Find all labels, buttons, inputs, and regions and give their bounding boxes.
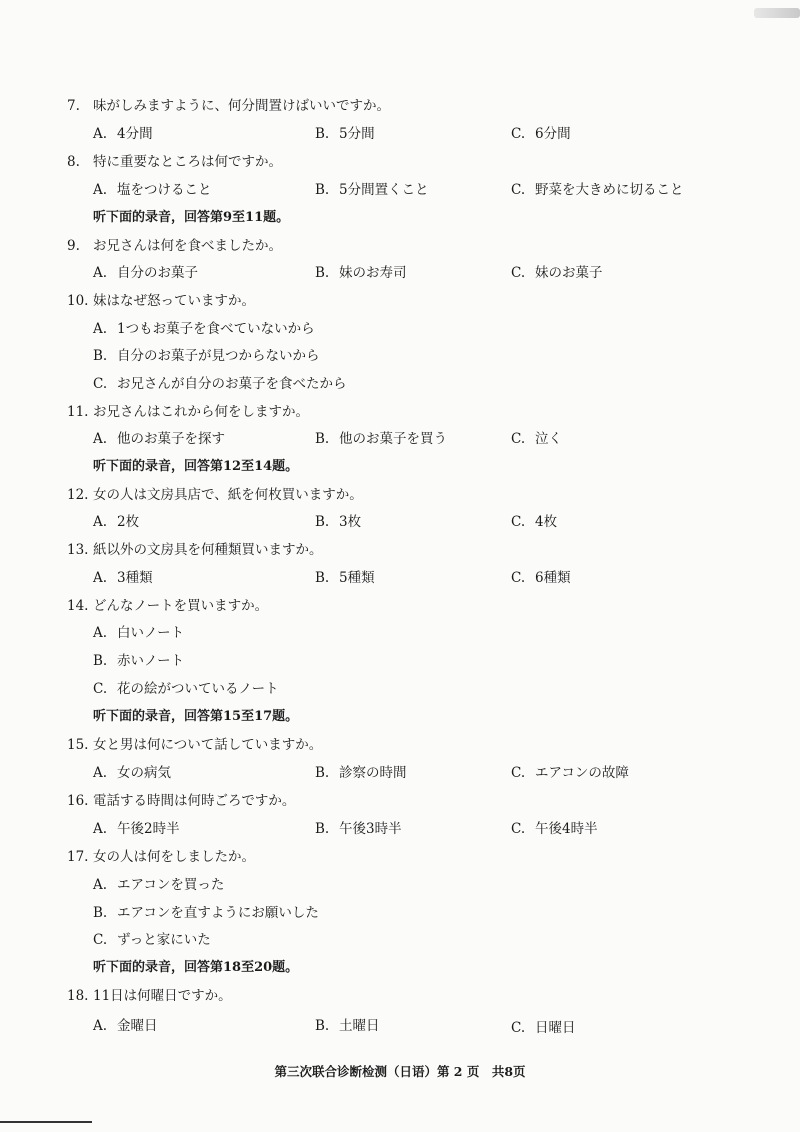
q11-option-c [511,430,562,448]
q16-option-a [93,820,180,838]
option-label: B. [315,514,330,530]
question-number: 18. [67,988,89,1004]
text: お兄さんは何を食べましたか。 [93,238,282,254]
scan-smudge [754,8,800,18]
option-label: A. [93,126,108,142]
q12-option-b [315,513,361,531]
text: 4枚 [535,514,558,530]
question-number: 13. [67,542,89,558]
q10-option-b [93,347,320,365]
question-number: 11. [67,404,89,420]
q11-option-b [315,430,447,448]
instruction-15-17: 听下面的录音，回答第15至17题。 [93,709,299,724]
option-label: A. [93,182,108,198]
q15-option-a [93,764,171,782]
q18-option-c [511,1019,576,1037]
text: ずっと家にいた [117,932,211,948]
text: 味がしみますように、何分間置けばいいですか。 [93,98,390,114]
q13-option-b [315,569,375,587]
option-label: C. [511,1020,526,1036]
q9-option-c [511,264,603,282]
q12-option-a [93,513,139,531]
q9-option-a [93,264,198,282]
q7-option-c [511,125,571,143]
option-label: C. [93,681,108,697]
question-11 [67,403,309,421]
q10-option-c [93,375,347,393]
q16-option-b [315,820,402,838]
q8-option-b [315,181,429,199]
option-label: C. [93,376,108,392]
question-15 [67,736,322,754]
q15-option-c [511,764,629,782]
question-number: 14. [67,598,89,614]
text: 4分間 [117,126,153,142]
text: 野菜を大きめに切ること [535,182,684,198]
text: 他のお菓子を買う [339,431,447,447]
text: 特に重要なところは何ですか。 [93,154,282,170]
text: 午後2時半 [117,821,180,837]
question-12 [67,486,363,504]
question-16 [67,792,295,810]
option-label: A. [93,570,108,586]
question-number: 12. [67,487,89,503]
text: 5種類 [339,570,375,586]
option-label: B. [93,905,108,921]
text: 午後3時半 [339,821,402,837]
text: 5分間置くこと [339,182,429,198]
q12-option-c [511,513,557,531]
q7-option-a [93,125,153,143]
text: 白いノート [117,625,185,641]
question-14 [67,597,268,615]
q8-option-a [93,181,212,199]
text: 3枚 [339,514,362,530]
question-number: 7. [67,98,80,114]
text: 他のお菓子を探す [117,431,225,447]
instruction-18-20: 听下面的录音，回答第18至20题。 [93,960,299,975]
question-number: 10. [67,293,89,309]
question-13 [67,541,323,559]
question-7 [67,97,390,115]
q7-option-b [315,125,375,143]
q18-option-a [93,1017,158,1035]
option-label: A. [93,821,108,837]
option-label: B. [315,821,330,837]
text: 女の人は何をしましたか。 [93,849,255,865]
text: 妹のお菓子 [535,265,603,281]
option-label: A. [93,321,108,337]
option-label: C. [511,821,526,837]
text: 診察の時間 [339,765,407,781]
page-footer: 第三次联合诊断检测（日语）第 2 页 共8页 [274,1064,526,1079]
option-label: B. [315,265,330,281]
text: 午後4時半 [535,821,598,837]
option-label: B. [315,182,330,198]
option-label: C. [511,514,526,530]
q9-option-b [315,264,407,282]
q17-option-b [93,904,319,922]
question-number: 15. [67,737,89,753]
text: 女と男は何について話していますか。 [93,737,323,753]
question-number: 16. [67,793,89,809]
q8-option-c [511,181,684,199]
text: 泣く [535,431,562,447]
edge-mark [0,1121,92,1123]
text: 女の病気 [117,765,171,781]
option-label: B. [315,126,330,142]
question-number: 8. [67,154,80,170]
q16-option-c [511,820,598,838]
option-label: C. [511,126,526,142]
option-label: C. [93,932,108,948]
q13-option-c [511,569,571,587]
option-label: B. [315,570,330,586]
text: 自分のお菓子 [117,265,198,281]
option-label: B. [93,348,108,364]
q14-option-c [93,680,279,698]
text: 1つもお菓子を食べていないから [117,321,315,337]
text: 日曜日 [535,1020,576,1036]
question-number: 17. [67,849,89,865]
text: 紙以外の文房具を何種類買いますか。 [93,542,323,558]
option-label: A. [93,1018,108,1034]
option-label: B. [315,431,330,447]
option-label: C. [511,265,526,281]
q17-option-c [93,931,211,949]
text: 6分間 [535,126,571,142]
option-label: C. [511,182,526,198]
text: 花の絵がついているノート [117,681,279,697]
question-8 [67,153,282,171]
text: 自分のお菓子が見つからないから [117,348,320,364]
option-label: A. [93,514,108,530]
text: エアコンの故障 [535,765,629,781]
text: 5分間 [339,126,375,142]
text: 電話する時間は何時ごろですか。 [93,793,296,809]
instruction-12-14: 听下面的录音，回答第12至14题。 [93,459,299,474]
option-label: A. [93,625,108,641]
question-17 [67,848,255,866]
option-label: B. [315,1018,330,1034]
text: 土曜日 [339,1018,380,1034]
q14-option-a [93,624,184,642]
q15-option-b [315,764,407,782]
q11-option-a [93,430,225,448]
q10-option-a [93,320,315,338]
question-number: 9. [67,238,80,254]
text: 2枚 [117,514,140,530]
instruction-9-11: 听下面的录音，回答第9至11题。 [93,210,290,225]
option-label: A. [93,265,108,281]
text: お兄さんはこれから何をしますか。 [93,404,309,420]
text: エアコンを直すようにお願いした [117,905,319,921]
text: 塩をつけること [117,182,212,198]
text: 金曜日 [117,1018,158,1034]
q18-option-b [315,1017,380,1035]
text: 女の人は文房具店で、紙を何枚買いますか。 [93,487,363,503]
option-label: C. [511,765,526,781]
option-label: B. [93,653,108,669]
option-label: A. [93,431,108,447]
text: お兄さんが自分のお菓子を食べたから [117,376,347,392]
option-label: A. [93,877,108,893]
option-label: A. [93,765,108,781]
text: 妹のお寿司 [339,265,407,281]
q14-option-b [93,652,184,670]
text: 妹はなぜ怒っていますか。 [93,293,255,309]
text: エアコンを買った [117,877,225,893]
question-10 [67,292,255,310]
q13-option-a [93,569,153,587]
text: 11日は何曜日ですか。 [93,988,232,1004]
text: 6種類 [535,570,571,586]
q17-option-a [93,876,224,894]
question-9 [67,237,282,255]
option-label: C. [511,570,526,586]
text: どんなノートを買いますか。 [93,598,269,614]
question-18 [67,987,232,1005]
text: 3種類 [117,570,153,586]
option-label: C. [511,431,526,447]
text: 赤いノート [117,653,185,669]
option-label: B. [315,765,330,781]
